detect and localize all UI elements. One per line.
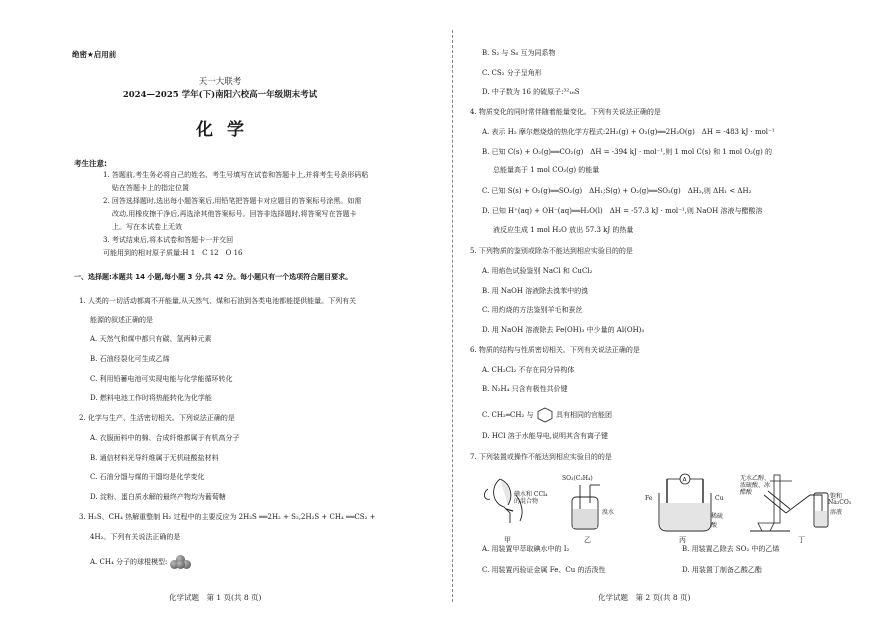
bing-caption: 丙 — [679, 536, 686, 544]
q5-option-c: C. 用灼烧的方法鉴别羊毛和蚕丝 — [482, 306, 583, 314]
gas-washing-bottle-icon — [560, 473, 630, 535]
yi-caption: 乙 — [584, 536, 591, 544]
q7-option-b: B. 用装置乙除去 SO₂ 中的乙烯 — [682, 545, 780, 553]
benzene-ring-icon — [536, 407, 554, 423]
apparatus-ding — [730, 473, 850, 543]
q4-option-b-cont: 总能量高于 1 mol CO₂(g) 的能量 — [493, 166, 600, 174]
q7-option-d: D. 用装置丁制备乙酸乙酯 — [682, 566, 762, 574]
page-footer: 化学试题 第 1 页(共 8 页) — [169, 593, 262, 602]
notice-title: 考生注意: — [74, 159, 107, 168]
q2-option-b: B. 通信材料光导纤维属于无机硅酸盐材料 — [90, 454, 219, 462]
ding-solution-label-1: 饱和 — [830, 493, 843, 500]
exam-organizer: 天一大联考 — [198, 77, 242, 87]
q4-option-c: C. 已知 S(s) + O₂(g)══SO₂(g) ΔH₁;S(g) + O₂(g)══SO₂(g) ΔH₂,则 ΔH₁ < ΔH₂ — [482, 187, 752, 195]
q1-option-a: A. 天然气和煤中都只有碳、氢两种元素 — [90, 335, 212, 343]
jia-reagent-label: 碘水和 CCl₄ 的混合物 — [514, 491, 548, 505]
section-heading: 一、选择题:本题共 14 小题,每小题 3 分,共 42 分。每小题只有一个选项符合题目要求。 — [74, 273, 353, 281]
notice-line: 2. 回答选择题时,选出每小题答案后,用铅笔把答题卡对应题目的答案标号涂黑。如需 — [103, 197, 362, 205]
q3-option-a-text: A. CH₄ 分子的球棍模型: — [90, 558, 168, 566]
subject-title: 化学 — [196, 120, 258, 140]
q3-option-c: C. CS₂ 分子呈角形 — [482, 69, 542, 77]
page-footer: 化学试题 第 2 页(共 8 页) — [598, 593, 691, 602]
svg-text:A: A — [682, 476, 687, 484]
q6-option-b: B. N₂H₄ 只含有极性共价键 — [482, 385, 568, 393]
apparatus-jia — [480, 473, 550, 543]
ding-solution-label-3: 溶液 — [830, 509, 843, 516]
ding-reagent-label: 无水乙醇、浓硫酸、冰醋酸 — [740, 475, 771, 496]
q4-option-d-cont: 液反应生成 1 mol H₂O 放出 57.3 kJ 的热量 — [493, 226, 634, 234]
bing-acid-label: 稀硫酸 — [711, 513, 724, 529]
exam-title: 2024—2025 学年(下)南阳六校高一年级期末考试 — [122, 90, 318, 100]
right-page — [440, 0, 870, 629]
q6-option-c-text: C. CH₂═CH₂ 与 — [482, 411, 534, 419]
q1-option-d: D. 燃料电池工作时将热能转化为化学能 — [90, 394, 212, 402]
question-6: 6. 物质的结构与性质密切相关。下列有关说法正确的是 — [470, 346, 640, 354]
yi-gas-label: SO₂(C₂H₄) — [562, 475, 593, 482]
q6-option-c-text-2: 具有相同的官能团 — [556, 411, 612, 419]
ding-solution-label-2: Na₂CO₃ — [828, 499, 852, 506]
question-7: 7. 下列装置或操作不能达到相应实验目的的是 — [470, 453, 612, 461]
q2-option-c: C. 石油分馏与煤的干馏均是化学变化 — [90, 473, 205, 481]
notice-line: 贴在答题卡上的指定位置 — [112, 184, 189, 192]
question-5: 5. 下列物质的鉴别或除杂不能达到相应实验目的的是 — [470, 247, 633, 255]
q1-option-b: B. 石油经裂化可生成乙烯 — [90, 355, 170, 363]
question-1: 1. 人类的一切活动都离不开能量,从天然气、煤和石油到各类电池都能提供能量。下列有关 — [79, 297, 357, 305]
question-3-cont: 4H₂。下列有关说法正确的是 — [90, 533, 181, 541]
q6-option-d: D. HCl 溶于水能导电,说明其含有离子键 — [482, 432, 608, 440]
q6-option-c — [482, 407, 612, 423]
q3-option-d: D. 中子数为 16 的硫原子:³²₁₆S — [482, 88, 580, 96]
q7-option-a: A. 用装置甲萃取碘水中的 I₂ — [482, 545, 570, 553]
q2-option-a: A. 衣服面料中的棉、合成纤维都属于有机高分子 — [90, 434, 240, 442]
q4-option-b: B. 已知 C(s) + O₂(g)══CO₂(g) ΔH = -394 kJ · mol⁻¹,则 1 mol C(s) 和 1 mol O₂(g) 的 — [482, 148, 773, 156]
question-3: 3. H₂S、CH₄ 热解重整制 H₂ 过程中的主要反应为 2H₂S ══2H₂ + S₂,2H₂S + CH₄ ══CS₂ + — [79, 513, 376, 521]
q5-option-a: A. 用焰色试验鉴别 NaCl 和 CuCl₂ — [482, 267, 593, 275]
q3-option-a — [90, 555, 192, 569]
q7-option-c: C. 用装置丙验证金属 Fe、Cu 的活泼性 — [482, 566, 606, 574]
ding-caption: 丁 — [798, 536, 805, 544]
apparatus-yi — [560, 473, 630, 543]
q6-option-a: A. CH₂Cl₂ 不存在同分异构体 — [482, 366, 575, 374]
bing-fe-label: Fe — [645, 495, 653, 502]
q4-option-a: A. 表示 H₂ 摩尔燃烧焓的热化学方程式:2H₂(g) + O₂(g)══2H₂O(g) ΔH = -483 kJ · mol⁻¹ — [482, 128, 775, 136]
notice-line: 3. 考试结束后,将本试卷和答题卡一并交回 — [103, 236, 234, 244]
jia-caption: 甲 — [504, 536, 511, 544]
notice-line: 1. 答题前,考生务必将自己的姓名、考生号填写在试卷和答题卡上,并将考生号条形码粘 — [103, 171, 369, 179]
atomic-mass-line: 可能用到的相对原子质量:H 1 C 12 O 16 — [103, 249, 243, 257]
question-2: 2. 化学与生产、生活密切相关。下列说法正确的是 — [79, 414, 235, 422]
q4-option-d: D. 已知 H⁺(aq) + OH⁻(aq)══H₂O(l) ΔH = -57.3 kJ · mol⁻¹,则 NaOH 溶液与醋酸溶 — [482, 207, 763, 215]
bing-cu-label: Cu — [715, 495, 724, 502]
q3-option-b: B. S₂ 与 S₆ 互为同系物 — [482, 49, 556, 57]
notice-line: 改动,用橡皮擦干净后,再选涂其他答案标号。回答非选择题时,将答案写在答题卡 — [112, 210, 357, 218]
notice-line: 上。写在本试卷上无效 — [112, 223, 182, 231]
q5-option-b: B. 用 NaOH 溶液除去溴苯中的溴 — [482, 287, 589, 295]
yi-solution-label: 溴水 — [602, 509, 615, 516]
apparatus-bing — [645, 473, 725, 543]
confidential-mark: 绝密★启用前 — [72, 50, 117, 59]
q2-option-d: D. 淀粉、蛋白质水解的最终产物均为葡萄糖 — [90, 493, 226, 501]
q5-option-d: D. 用 NaOH 溶液除去 Fe(OH)₃ 中少量的 Al(OH)₃ — [482, 326, 645, 334]
q1-option-c: C. 利用铅蓄电池可实现电能与化学能循环转化 — [90, 375, 233, 383]
question-1-cont: 能源的叙述正确的是 — [90, 316, 153, 324]
ball-stick-model-icon — [170, 555, 192, 569]
question-4: 4. 物质变化的同时常伴随着能量变化。下列有关说法正确的是 — [470, 108, 661, 116]
